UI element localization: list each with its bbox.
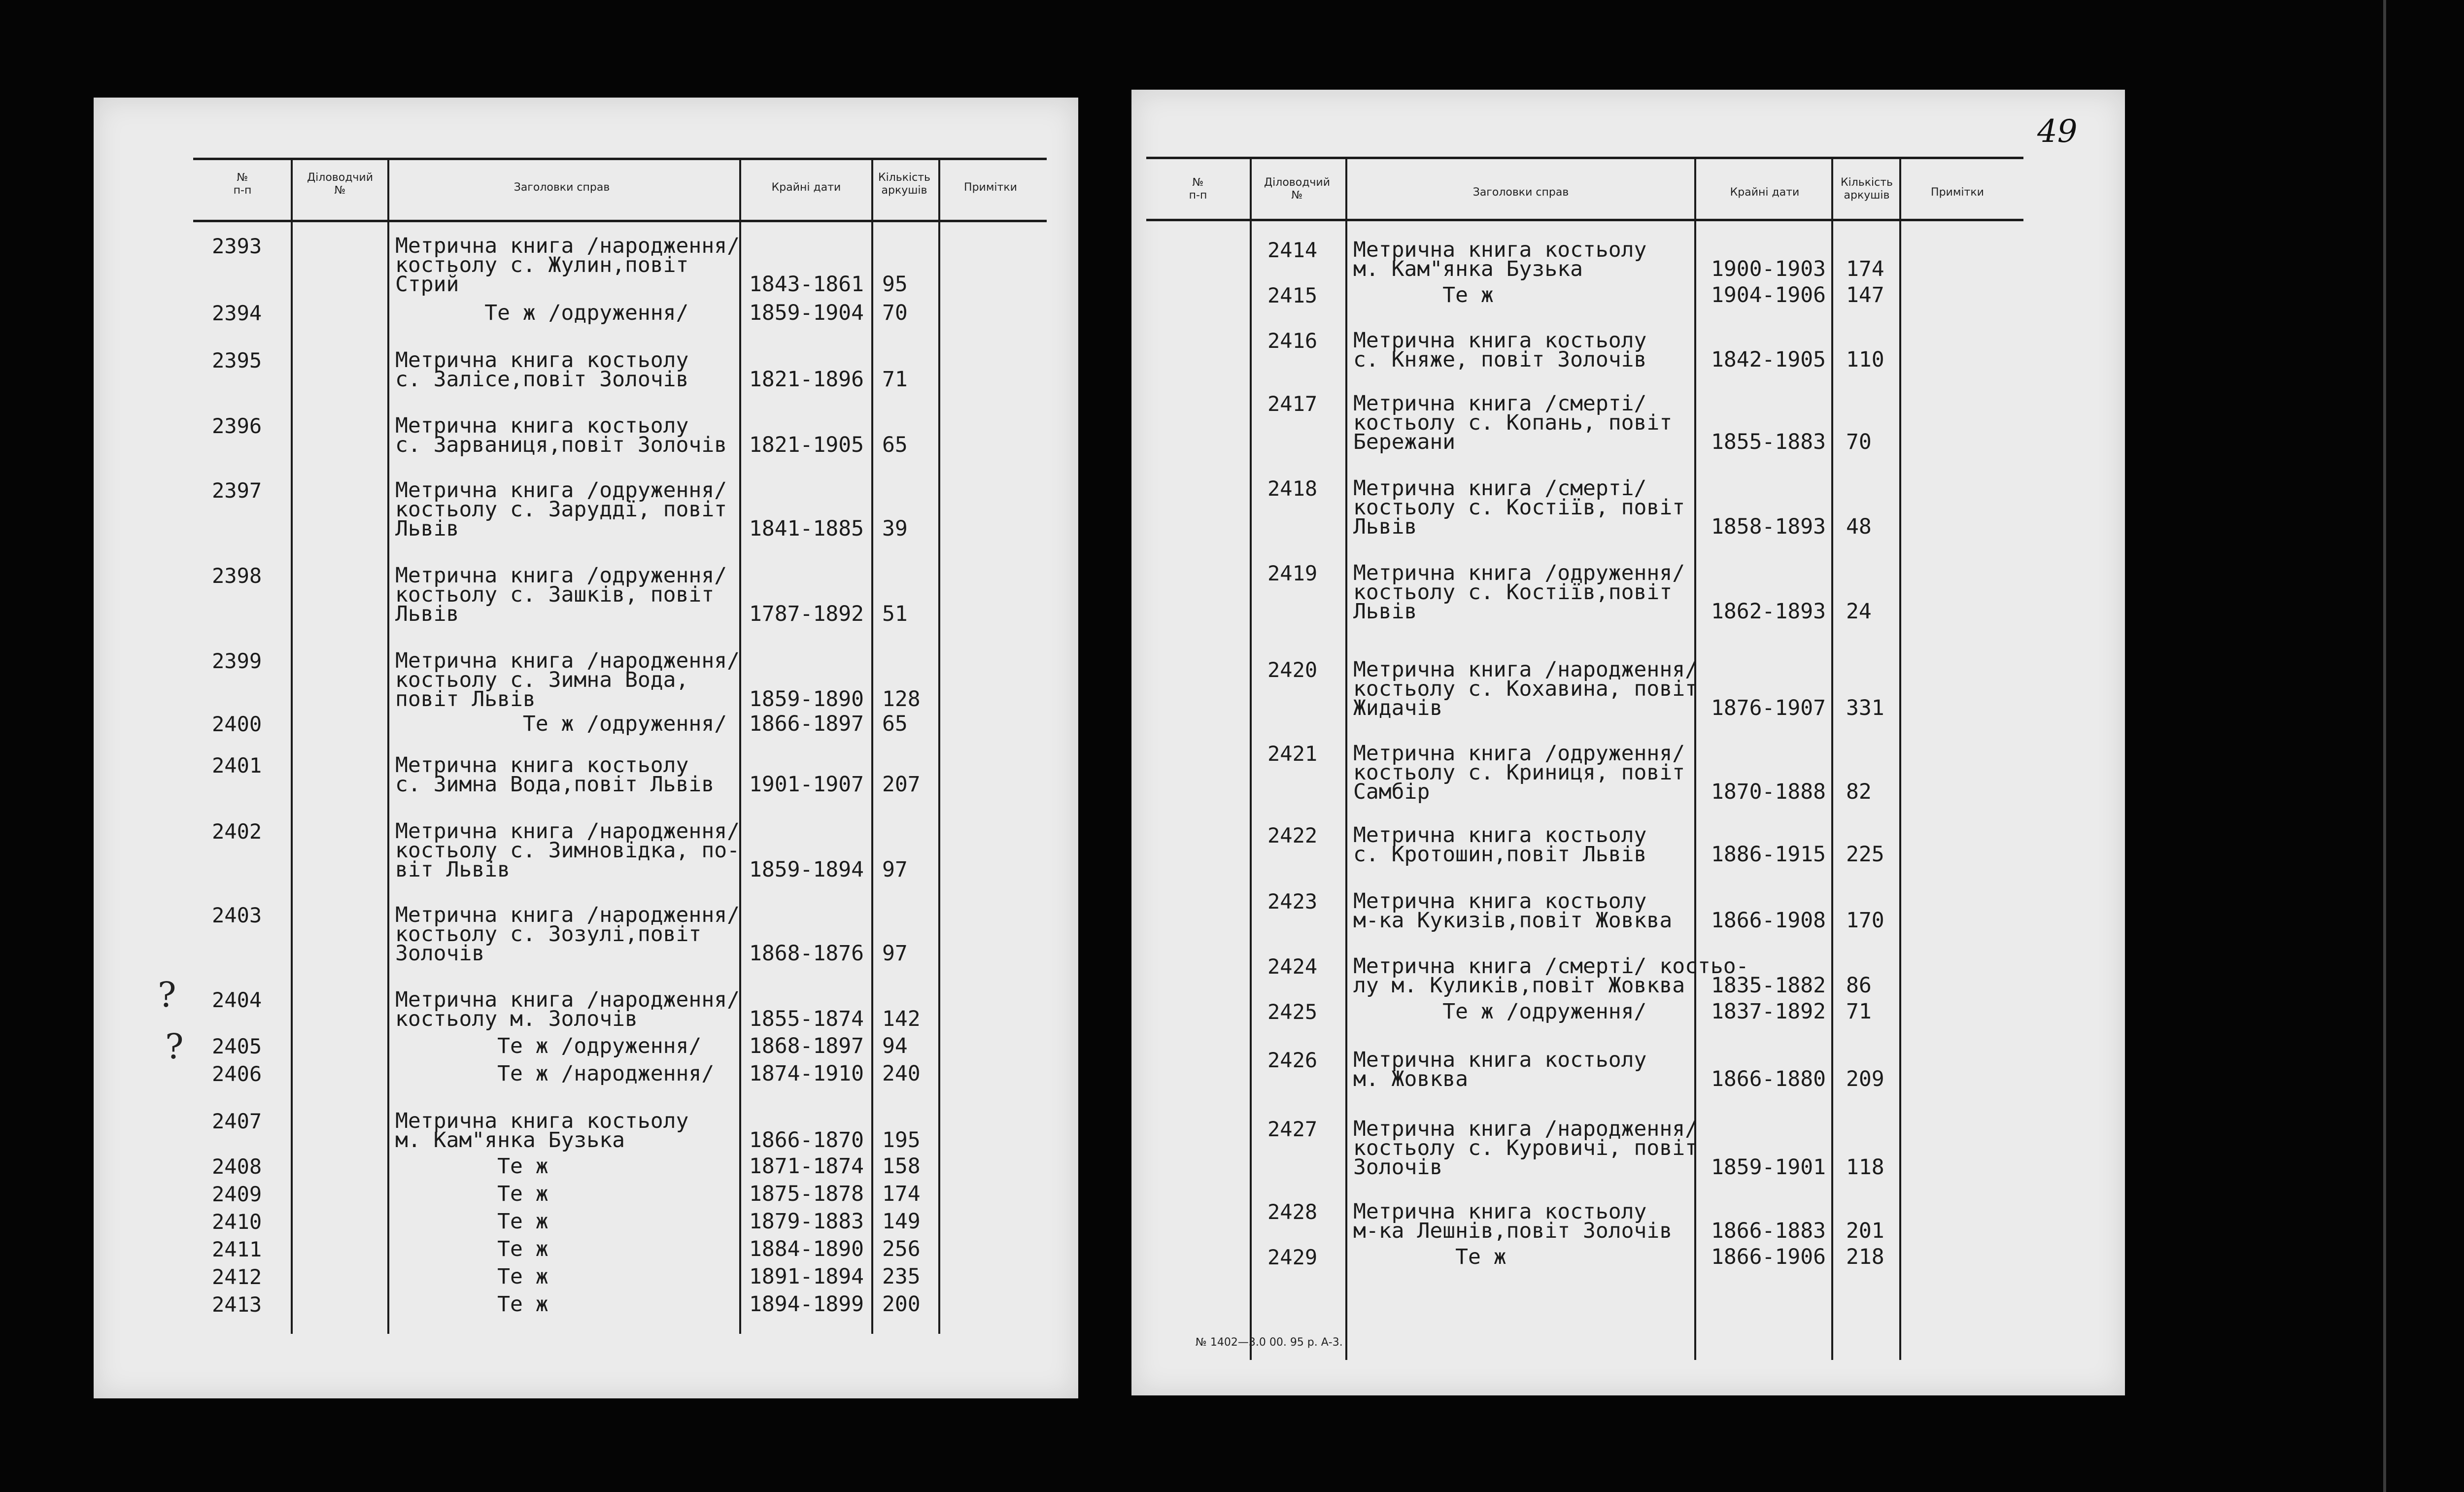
entry-count: 225 xyxy=(1846,842,1884,867)
entry-number: 2429 xyxy=(1267,1245,1318,1269)
entry-dates: 1876-1907 xyxy=(1711,696,1826,720)
entry-number: 2395 xyxy=(212,348,262,373)
entry-dates: 1787-1892 xyxy=(749,602,864,626)
film-edge xyxy=(2383,0,2386,1492)
entry-number: 2394 xyxy=(212,301,262,325)
entry-dates: 1841-1885 xyxy=(749,516,864,541)
entry-title-line: Бережани xyxy=(1353,430,1456,454)
entry-dates: 1843-1861 xyxy=(749,272,864,297)
entry-title-line: Метрична книга /народження/ xyxy=(395,819,740,844)
entry-dates: 1866-1870 xyxy=(749,1128,864,1153)
entry-number: 2423 xyxy=(1267,889,1318,914)
entry-title-line: м-ка Лешнів,повіт Золочів xyxy=(1353,1219,1673,1243)
entry-number: 2400 xyxy=(212,712,262,736)
entry-number: 2419 xyxy=(1267,561,1318,585)
entry-dates: 1891-1894 xyxy=(749,1264,864,1289)
entry-dates: 1842-1905 xyxy=(1711,347,1826,372)
entry-title-line: Метрична книга костьолу xyxy=(395,348,689,373)
entry-count: 118 xyxy=(1846,1155,1884,1180)
entry-dates: 1859-1904 xyxy=(749,301,864,325)
entry-title-line: Львів xyxy=(395,602,459,626)
entry-dates: 1894-1899 xyxy=(749,1292,864,1317)
entry-count: 24 xyxy=(1846,599,1872,624)
entry-title-line: Стрий xyxy=(395,272,459,297)
entry-number: 2393 xyxy=(212,234,262,258)
entry-title-line: Львів xyxy=(1353,599,1417,624)
entry-title-line: Те ж xyxy=(395,1154,548,1179)
entry-count: 235 xyxy=(882,1264,921,1289)
entry-title-line: м. Жовква xyxy=(1353,1067,1468,1091)
entry-number: 2428 xyxy=(1267,1200,1318,1224)
entry-title-line: віт Львів xyxy=(395,857,510,882)
entry-title-line: м-ка Кукизів,повіт Жовква xyxy=(1353,908,1673,933)
entry-number: 2404 xyxy=(212,988,262,1012)
entry-title-line: с. Княже, повіт Золочів xyxy=(1353,347,1647,372)
entry-title-line: Метрична книга /смерті/ xyxy=(1353,391,1647,416)
entry-dates: 1866-1908 xyxy=(1711,908,1826,933)
entry-title-line: лу м. Куликів,повіт Жовква xyxy=(1353,973,1685,998)
entry-title-line: Метрична книга костьолу xyxy=(395,1109,689,1133)
entry-title-line: с. Зарваниця,повіт Золочів xyxy=(395,433,727,457)
entry-title-line: Метрична книга /народження/ xyxy=(395,648,740,673)
entry-dates: 1866-1897 xyxy=(749,712,864,736)
entry-title-line: Самбір xyxy=(1353,780,1430,804)
entry-title-line: Те ж /народження/ xyxy=(395,1061,715,1086)
header-no: № п-п xyxy=(233,171,252,197)
entry-count: 70 xyxy=(1846,430,1872,454)
entry-count: 51 xyxy=(882,602,908,626)
entry-title-line: костьолу с. Куровичі, повіт xyxy=(1353,1136,1698,1160)
entry-count: 70 xyxy=(882,301,908,325)
entry-count: 65 xyxy=(882,712,908,736)
entry-dates: 1901-1907 xyxy=(749,772,864,797)
entry-number: 2410 xyxy=(212,1210,262,1234)
entry-title-line: с. Зимна Вода,повіт Львів xyxy=(395,772,715,797)
entry-title-line: костьолу с. Кохавина, повіт xyxy=(1353,677,1698,701)
entry-title-line: Золочів xyxy=(1353,1155,1443,1180)
entry-dates: 1858-1893 xyxy=(1711,514,1826,539)
entry-title-line: Те ж xyxy=(395,1237,548,1261)
entry-number: 2414 xyxy=(1267,238,1318,262)
entry-dates: 1859-1894 xyxy=(749,857,864,882)
print-footer: № 1402—3.0 00. 95 р. А-3. xyxy=(1196,1336,1343,1349)
entry-dates: 1904-1906 xyxy=(1711,283,1826,307)
entry-title-line: Те ж /одруження/ xyxy=(395,1034,702,1058)
header-no: № п-п xyxy=(1189,176,1207,202)
header-dates: Крайні дати xyxy=(771,181,841,194)
entry-count: 207 xyxy=(882,772,921,797)
entry-title-line: Метрична книга /одруження/ xyxy=(395,478,727,503)
entry-dates: 1870-1888 xyxy=(1711,780,1826,804)
entry-title-line: Метрична книга /смерті/ xyxy=(1353,476,1647,501)
right-page xyxy=(1131,90,2125,1395)
entry-number: 2416 xyxy=(1267,329,1318,353)
entry-title-line: Метрична книга костьолу xyxy=(1353,1199,1647,1224)
entry-dates: 1859-1901 xyxy=(1711,1155,1826,1180)
entry-title-line: костьолу м. Золочів xyxy=(395,1007,638,1031)
entry-title-line: костьолу с. Зимновідка, по- xyxy=(395,838,740,863)
entry-title-line: Метрична книга /одруження/ xyxy=(395,563,727,588)
entry-count: 39 xyxy=(882,516,908,541)
entry-title-line: м. Кам"янка Бузька xyxy=(395,1128,625,1153)
entry-title-line: Метрична книга костьолу xyxy=(1353,237,1647,262)
entry-number: 2420 xyxy=(1267,658,1318,682)
entry-number: 2405 xyxy=(212,1034,262,1058)
entry-number: 2424 xyxy=(1267,954,1318,979)
entry-dates: 1855-1883 xyxy=(1711,430,1826,454)
entry-number: 2403 xyxy=(212,903,262,927)
entry-title-line: Метрична книга /народження/ xyxy=(1353,1117,1698,1141)
entry-title-line: костьолу с. Жулин,повіт xyxy=(395,253,689,277)
entry-dates: 1868-1897 xyxy=(749,1034,864,1058)
entry-dates: 1868-1876 xyxy=(749,941,864,966)
entry-number: 2409 xyxy=(212,1182,262,1206)
entry-number: 2399 xyxy=(212,649,262,673)
header-notes: Примітки xyxy=(964,181,1017,194)
entry-title-line: с. Залісе,повіт Золочів xyxy=(395,367,689,392)
entry-count: 174 xyxy=(1846,257,1884,281)
entry-number: 2402 xyxy=(212,819,262,844)
entry-title-line: Метрична книга костьолу xyxy=(395,413,689,438)
header-notes: Примітки xyxy=(1931,186,1984,199)
entry-count: 110 xyxy=(1846,347,1884,372)
entry-number: 2396 xyxy=(212,414,262,438)
entry-title-line: м. Кам"янка Бузька xyxy=(1353,257,1583,281)
entry-number: 2397 xyxy=(212,478,262,503)
entry-number: 2425 xyxy=(1267,1000,1318,1024)
entry-count: 86 xyxy=(1846,973,1872,998)
entry-title-line: Те ж /одруження/ xyxy=(395,301,689,325)
entry-title-line: повіт Львів xyxy=(395,687,536,712)
entry-title-line: Метрична книга костьолу xyxy=(1353,823,1647,848)
entry-number: 2413 xyxy=(212,1292,262,1317)
header-case-no: Діловодчий № xyxy=(307,171,374,197)
entry-count: 209 xyxy=(1846,1067,1884,1091)
entry-number: 2408 xyxy=(212,1154,262,1179)
entry-title-line: Те ж xyxy=(395,1292,548,1317)
entry-title-line: Те ж /одруження/ xyxy=(395,712,727,736)
entry-dates: 1875-1878 xyxy=(749,1182,864,1206)
page-number: 49 xyxy=(2037,113,2078,150)
entry-dates: 1859-1890 xyxy=(749,687,864,712)
entry-title-line: Те ж /одруження/ xyxy=(1353,999,1647,1024)
entry-number: 2398 xyxy=(212,564,262,588)
entry-number: 2412 xyxy=(212,1265,262,1289)
entry-title-line: Метрична книга /одруження/ xyxy=(1353,561,1685,585)
entry-title-line: костьолу с. Зимна Вода, xyxy=(395,668,689,692)
entry-dates: 1835-1882 xyxy=(1711,973,1826,998)
entry-count: 201 xyxy=(1846,1219,1884,1243)
entry-dates: 1866-1880 xyxy=(1711,1067,1826,1091)
entry-title-line: костьолу с. Костіїв, повіт xyxy=(1353,495,1685,520)
entry-title-line: Метрична книга /одруження/ xyxy=(1353,741,1685,766)
header-title: Заголовки справ xyxy=(1472,186,1569,199)
entry-count: 331 xyxy=(1846,696,1884,720)
entry-title-line: Метрична книга /народження/ xyxy=(395,987,740,1012)
entry-number: 2406 xyxy=(212,1062,262,1086)
entry-count: 200 xyxy=(882,1292,921,1317)
entry-title-line: Золочів xyxy=(395,941,485,966)
entry-title-line: Метрична книга /народження/ xyxy=(1353,657,1698,682)
entry-title-line: костьолу с. Костіїв,повіт xyxy=(1353,580,1673,605)
entry-number: 2407 xyxy=(212,1109,262,1133)
entry-dates: 1866-1906 xyxy=(1711,1245,1826,1269)
entry-count: 147 xyxy=(1846,283,1884,307)
entry-count: 71 xyxy=(1846,999,1872,1024)
entry-number: 2421 xyxy=(1267,742,1318,766)
entry-title-line: Львів xyxy=(1353,514,1417,539)
entry-dates: 1821-1896 xyxy=(749,367,864,392)
entry-dates: 1886-1915 xyxy=(1711,842,1826,867)
entry-count: 128 xyxy=(882,687,921,712)
entry-title-line: Жидачів xyxy=(1353,696,1443,720)
entry-count: 170 xyxy=(1846,908,1884,933)
header-dates: Крайні дати xyxy=(1730,186,1800,199)
entry-title-line: костьолу с. Зашків, повіт xyxy=(395,582,715,607)
header-count: Кількість аркушів xyxy=(878,171,931,197)
entry-title-line: Те ж xyxy=(395,1264,548,1289)
entry-number: 2415 xyxy=(1267,283,1318,307)
margin-question-mark: ? xyxy=(165,1026,184,1067)
entry-count: 149 xyxy=(882,1209,921,1234)
entry-title-line: Метрична книга костьолу xyxy=(395,753,689,778)
entry-number: 2427 xyxy=(1267,1117,1318,1141)
entry-count: 71 xyxy=(882,367,908,392)
entry-title-line: Метрична книга /народження/ xyxy=(395,903,740,927)
entry-count: 82 xyxy=(1846,780,1872,804)
entry-number: 2417 xyxy=(1267,392,1318,416)
entry-count: 48 xyxy=(1846,514,1872,539)
entry-number: 2426 xyxy=(1267,1048,1318,1072)
entry-title-line: Метрична книга /народження/ xyxy=(395,234,740,258)
entry-count: 95 xyxy=(882,272,908,297)
entry-count: 97 xyxy=(882,941,908,966)
entry-title-line: Те ж xyxy=(395,1182,548,1206)
entry-number: 2401 xyxy=(212,753,262,778)
left-page xyxy=(94,98,1078,1398)
header-case-no: Діловодчий № xyxy=(1264,176,1331,202)
entry-title-line: костьолу с. Копань, повіт xyxy=(1353,410,1673,435)
entry-dates: 1884-1890 xyxy=(749,1237,864,1261)
entry-count: 158 xyxy=(882,1154,921,1179)
entry-count: 240 xyxy=(882,1061,921,1086)
entry-title-line: Те ж xyxy=(1353,283,1494,307)
entry-title-line: костьолу с. Зозулі,повіт xyxy=(395,922,702,947)
entry-title-line: костьолу с. Заруддї, повіт xyxy=(395,497,727,522)
entry-dates: 1855-1874 xyxy=(749,1007,864,1031)
entry-dates: 1871-1874 xyxy=(749,1154,864,1179)
entry-count: 65 xyxy=(882,433,908,457)
entry-title-line: костьолу с. Криниця, повіт xyxy=(1353,760,1685,785)
entry-dates: 1900-1903 xyxy=(1711,257,1826,281)
entry-number: 2411 xyxy=(212,1237,262,1261)
entry-dates: 1862-1893 xyxy=(1711,599,1826,624)
entry-number: 2418 xyxy=(1267,476,1318,501)
entry-dates: 1821-1905 xyxy=(749,433,864,457)
entry-title-line: Львів xyxy=(395,516,459,541)
entry-dates: 1879-1883 xyxy=(749,1209,864,1234)
entry-title-line: Метрична книга /смерті/ костьо- xyxy=(1353,954,1749,979)
entry-count: 97 xyxy=(882,857,908,882)
header-count: Кількість аркушів xyxy=(1840,176,1893,202)
entry-dates: 1866-1883 xyxy=(1711,1219,1826,1243)
entry-title-line: Метрична книга костьолу xyxy=(1353,889,1647,914)
entry-title-line: Те ж xyxy=(395,1209,548,1234)
entry-count: 218 xyxy=(1846,1245,1884,1269)
entry-title-line: Те ж xyxy=(1353,1245,1506,1269)
entry-number: 2422 xyxy=(1267,823,1318,848)
entry-title-line: с. Кротошин,повіт Львів xyxy=(1353,842,1647,867)
entry-count: 94 xyxy=(882,1034,908,1058)
entry-count: 142 xyxy=(882,1007,921,1031)
entry-count: 195 xyxy=(882,1128,921,1153)
margin-question-mark: ? xyxy=(158,975,176,1015)
entry-title-line: Метрична книга костьолу xyxy=(1353,328,1647,353)
entry-count: 256 xyxy=(882,1237,921,1261)
entry-dates: 1837-1892 xyxy=(1711,999,1826,1024)
entry-dates: 1874-1910 xyxy=(749,1061,864,1086)
header-title: Заголовки справ xyxy=(513,181,610,194)
entry-count: 174 xyxy=(882,1182,921,1206)
entry-title-line: Метрична книга костьолу xyxy=(1353,1048,1647,1072)
